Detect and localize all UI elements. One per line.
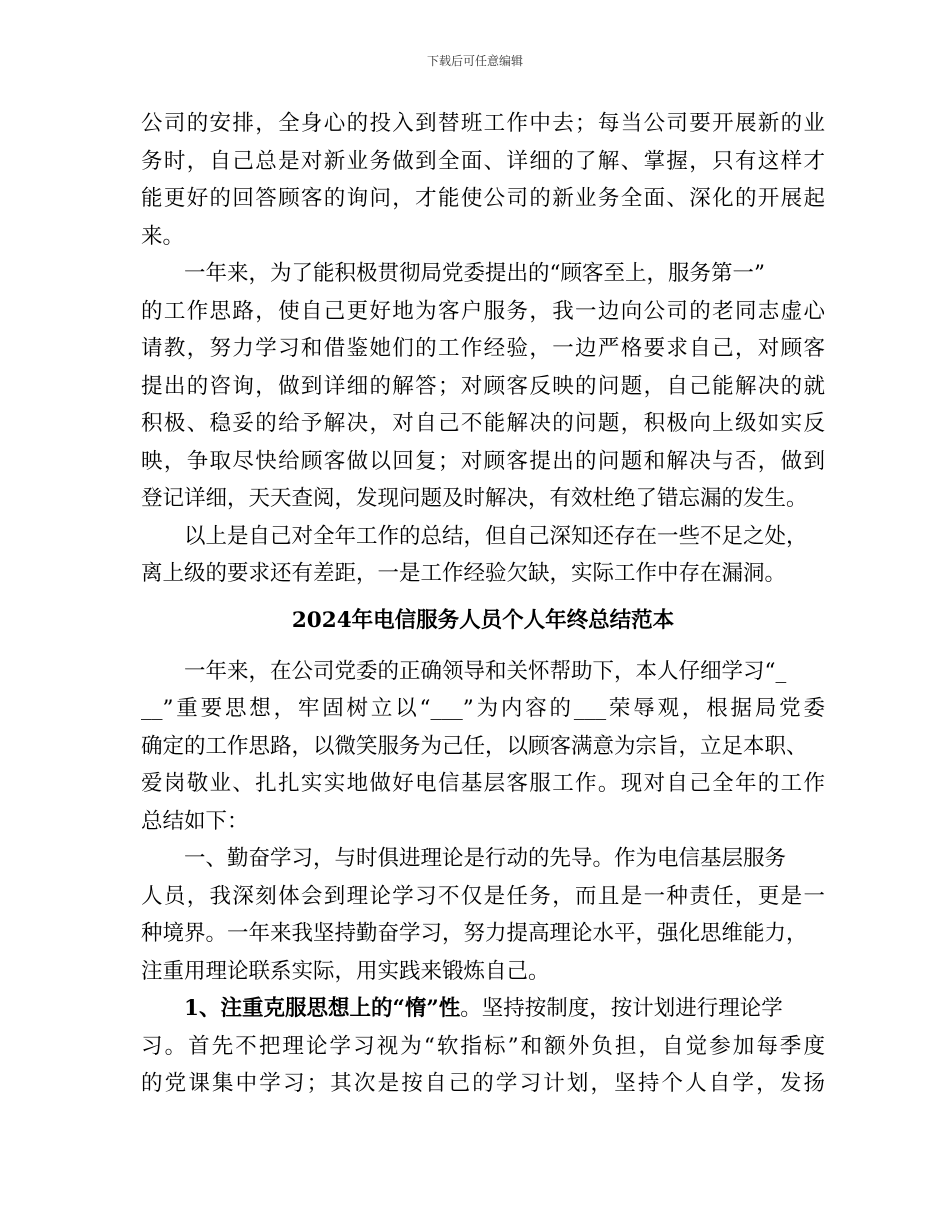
bold-heading: 1、注重克服思想上的“惰”性 (184, 996, 461, 1021)
text-line: 来。 (141, 223, 185, 249)
text-line: 务时，自己总是对新业务做到全面、详细的了解、掌握，只有这样才 (141, 148, 825, 174)
text-line: 的党课集中学习；其次是按自己的学习计划，坚持个人自学，发扬 (141, 1071, 825, 1096)
paragraph-2 (141, 255, 825, 518)
text-line: __”重要思想，牢固树立以“___”为内容的___荣辱观，根据局党委 (141, 696, 825, 721)
text-line: 积极、稳妥的给予解决，对自己不能解决的问题，积极向上级如实反 (141, 411, 825, 436)
text-line: 能更好的回答顾客的询问，才能使公司的新业务全面、深化的开展起 (141, 186, 825, 211)
text-line: 人员，我深刻体会到理论学习不仅是任务，而且是一种责任，更是一 (141, 883, 825, 909)
text-line: 以上是自己对全年工作的总结，但自己深知还存在一些不足之处， (184, 523, 808, 549)
section-title: 2024年电信服务人员个人年终总结范本 (291, 607, 675, 633)
text-line: 一年来，在公司党委的正确领导和关怀帮助下，本人仔细学习“_ (184, 658, 787, 684)
text-line: 离上级的要求还有差距，一是工作经验欠缺，实际工作中存在漏洞。 (141, 561, 787, 586)
text-line: 请教，努力学习和借鉴她们的工作经验，一边严格要求自己，对顾客 (141, 336, 825, 361)
page-header: 下载后可任意编辑 (426, 54, 523, 68)
text-line: 习。首先不把理论学习视为“软指标”和额外负担，自觉参加每季度 (141, 1033, 825, 1059)
text-line: 爱岗敬业、扎扎实实地做好电信基层客服工作。现对自己全年的工作 (141, 771, 825, 796)
paragraph-3 (141, 518, 825, 593)
text-line: 确定的工作思路，以微笑服务为己任，以顾客满意为宗旨，立足本职、 (141, 733, 808, 759)
text-line: 的工作思路，使自己更好地为客户服务，我一边向公司的老同志虚心 (141, 298, 825, 324)
document-body (141, 105, 825, 1103)
text-line: 映，争取尽快给顾客做以回复；对顾客提出的问题和解决与否，做到 (141, 448, 825, 474)
text-line: 一年来，为了能积极贯彻局党委提出的“顾客至上，服务第一” (184, 261, 765, 286)
text-line: 注重用理论联系实际，用实践来锻炼自己。 (141, 958, 550, 984)
text-line (141, 990, 825, 1028)
text-span: 。坚持按制度，按计划进行理论学 (460, 996, 783, 1021)
text-line: 总结如下： (141, 808, 249, 834)
text-line: 一、勤奋学习，与时俱进理论是行动的先导。作为电信基层服务 (184, 846, 787, 871)
paragraph-6 (141, 990, 825, 1103)
text-line: 公司的安排，全身心的投入到替班工作中去；每当公司要开展新的业 (141, 111, 825, 136)
text-line: 登记详细，天天查阅，发现问题及时解决，有效杜绝了错忘漏的发生。 (141, 486, 808, 511)
paragraph-1 (141, 105, 825, 255)
text-line: 种境界。一年来我坚持勤奋学习，努力提高理论水平，强化思维能力， (141, 921, 808, 946)
text-line: 提出的咨询，做到详细的解答；对顾客反映的问题，自己能解决的就 (141, 373, 825, 399)
paragraph-4 (141, 653, 825, 841)
paragraph-5 (141, 840, 825, 990)
